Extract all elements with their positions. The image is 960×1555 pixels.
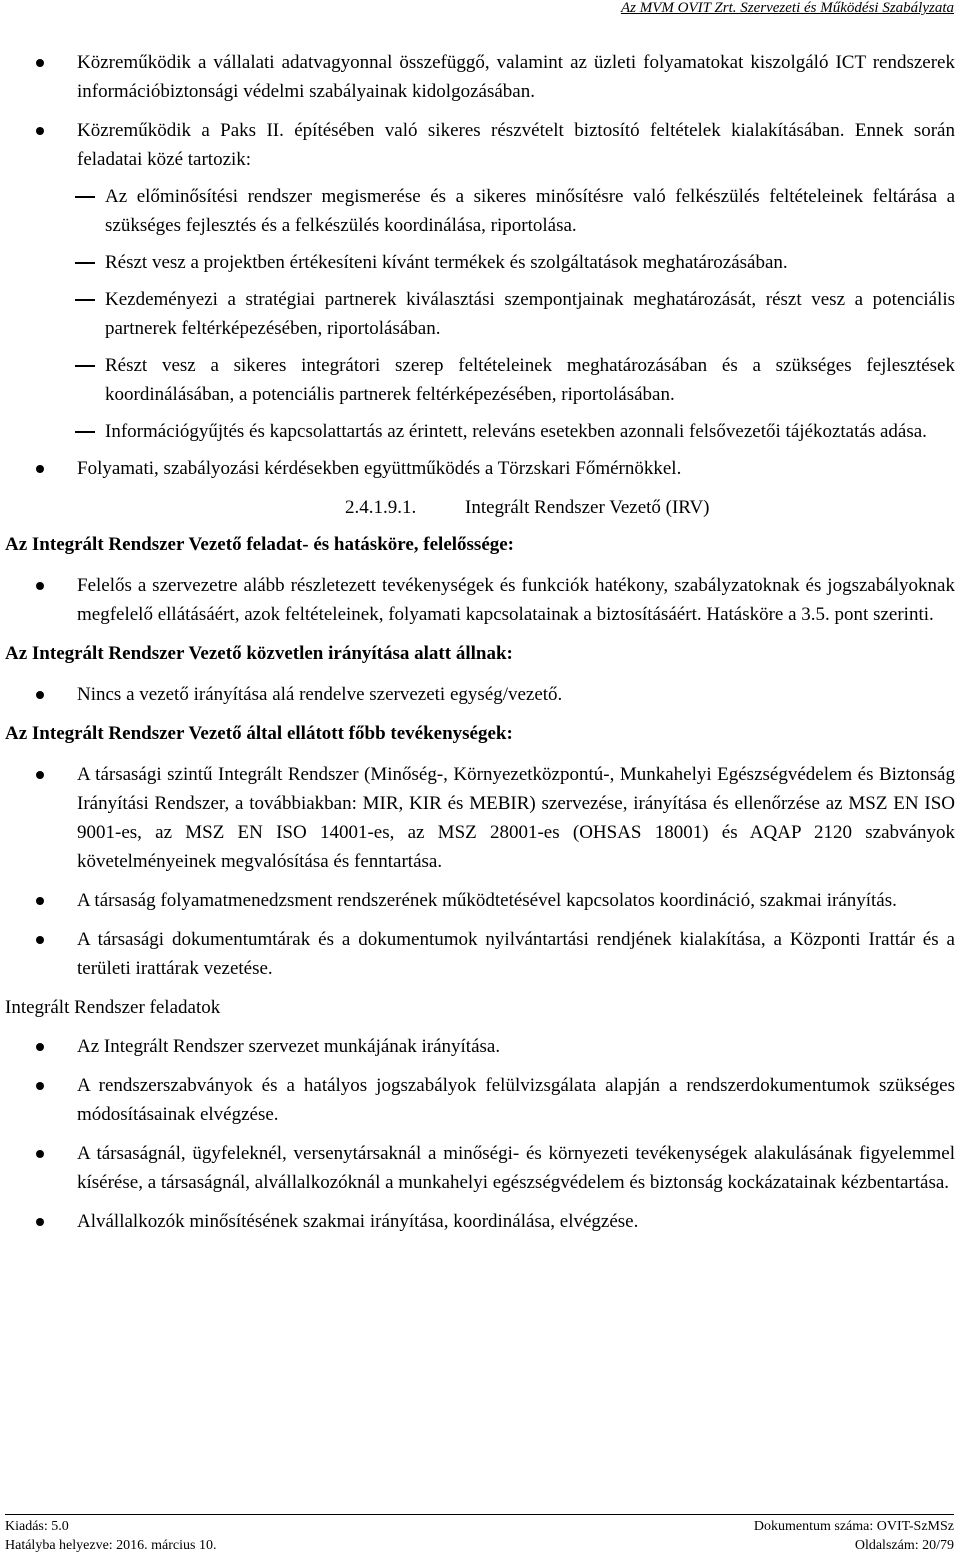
list-item-text: Közreműködik a vállalati adatvagyonnal összefüggő, valamint az üzleti folyamatokat kiszolgáló ICT rendszerek információbiztonsági védelmi szabályainak kidolgozásában. [77, 52, 955, 102]
list-item [5, 760, 955, 876]
dash-icon [75, 365, 95, 367]
heading-system-tasks: Integrált Rendszer feladatok [5, 997, 221, 1018]
dash-icon [75, 262, 95, 264]
bullet-icon [36, 1043, 44, 1051]
list-item-text: A társasági szintű Integrált Rendszer (Minőség-, Környezetközpontú-, Munkahelyi Egészségvédelem és Biztonság Irányítási Rendszer, a továbbiakban: MIR, KIR és MEBIR) szervezése, irányítása és ellenőrzése az MSZ EN ISO 9001-es, az MSZ EN ISO 14001-es, az MSZ 28001-es (OHSAS 18001) és AQAP 2120 szabványok követelményeinek megvalósítása és fenntartása. [77, 764, 955, 872]
dash-item-text: Részt vesz a projektben értékesíteni kívánt termékek és szolgáltatások meghatározásában. [105, 252, 788, 273]
list-item-text: A társasági dokumentumtárak és a dokumentumok nyilvántartási rendjének kialakítása, a Központi Irattár és a területi irattárak vezetése. [77, 929, 955, 979]
list-item [5, 1032, 955, 1061]
list-item-text: Az Integrált Rendszer szervezet munkájának irányítása. [77, 1036, 501, 1057]
list-item-text: Nincs a vezető irányítása alá rendelve szervezeti egység/vezető. [77, 684, 563, 705]
list-item [5, 1139, 955, 1197]
dash-item-text: Az előminősítési rendszer megismerése és a sikeres minősítésre való felkészülés feltételeinek feltárása a szükséges fejlesztés és a felkészülés koordinálása, riportolása. [105, 186, 955, 236]
bullet-icon [36, 1218, 44, 1226]
list-item-text: A társaságnál, ügyfeleknél, versenytársaknál a minőségi- és környezeti tevékenységek alakulásának figyelemmel kísérése, a társaságnál, alvállalkozóknál a munkahelyi egészségvédelem és biztonság kockázatainak kézbentartása. [77, 1143, 955, 1193]
footer-issue: Kiadás: 5.0 [5, 1519, 69, 1534]
dash-item [5, 285, 955, 343]
bullet-icon [36, 1082, 44, 1090]
list-item [5, 925, 955, 983]
list-item [5, 1071, 955, 1129]
list-item [5, 886, 955, 915]
dash-item [5, 182, 955, 240]
dash-item [5, 248, 955, 277]
bullet-icon [36, 936, 44, 944]
dash-item [5, 351, 955, 409]
dash-item [5, 417, 955, 446]
footer-page-number: Oldalszám: 20/79 [854, 1538, 954, 1553]
list-item-text: A rendszerszabványok és a hatályos jogszabályok felülvizsgálata alapján a rendszerdokumentumok szükséges módosításainak elvégzése. [77, 1075, 955, 1125]
section-number: 2.4.1.9.1. [345, 497, 417, 518]
dash-icon [75, 299, 95, 301]
bullet-icon [36, 582, 44, 590]
list-item [5, 680, 955, 709]
list-item-text: A társaság folyamatmenedzsment rendszerének működtetésével kapcsolatos koordináció, szakmai irányítás. [77, 890, 897, 911]
dash-item-text: Információgyűjtés és kapcsolattartás az érintett, releváns esetekben azonnali felsővezetői tájékoztatás adása. [105, 421, 927, 442]
heading-responsibilities: Az Integrált Rendszer Vezető feladat- és hatásköre, felelőssége: [5, 534, 515, 555]
heading-activities: Az Integrált Rendszer Vezető által ellátott főbb tevékenységek: [5, 723, 513, 744]
list-item-text: Közreműködik a Paks II. építésében való sikeres részvételt biztosító feltételek kialakításában. Ennek során feladatai közé tartozik: [77, 120, 955, 170]
list-item [5, 571, 955, 629]
footer-effective-date: Hatályba helyezve: 2016. március 10. [5, 1538, 217, 1553]
list-item [5, 48, 955, 106]
bullet-icon [36, 465, 44, 473]
list-item-text: Folyamati, szabályozási kérdésekben együttműködés a Törzskari Főmérnökkel. [77, 458, 682, 479]
page-header: Az MVM OVIT Zrt. Szervezeti és Működési Szabályzata [620, 0, 954, 16]
section-title-text: Integrált Rendszer Vezető (IRV) [465, 497, 710, 518]
section-title [5, 493, 955, 522]
bullet-icon [36, 691, 44, 699]
dash-item-text: Kezdeményezi a stratégiai partnerek kiválasztási szempontjainak meghatározását, részt vesz a potenciális partnerek feltérképezésében, riportolásában. [105, 289, 955, 339]
list-item-text: Felelős a szervezetre alább részletezett tevékenységek és funkciók hatékony, szabályzatoknak és jogszabályoknak megfelelő ellátásáért, azok feltételeinek, folyamati kapcsolatainak a biztosításáért. Hatásköre a 3.5. pont szerinti. [77, 575, 955, 625]
list-item [5, 116, 955, 174]
page-content [5, 48, 955, 1246]
page-footer [5, 1514, 954, 1555]
dash-icon [75, 196, 95, 198]
dash-icon [75, 431, 95, 433]
dash-item-text: Részt vesz a sikeres integrátori szerep feltételeinek meghatározásában és a szükséges fejlesztések koordinálásában, a potenciális partnerek feltérképezésében, riportolásában. [105, 355, 955, 405]
heading-subordinates: Az Integrált Rendszer Vezető közvetlen irányítása alatt állnak: [5, 643, 513, 664]
footer-doc-number: Dokumentum száma: OVIT-SzMSz [753, 1519, 954, 1534]
bullet-icon [36, 59, 44, 67]
list-item [5, 1207, 955, 1236]
list-item-text: Alvállalkozók minősítésének szakmai irányítása, koordinálása, elvégzése. [77, 1211, 639, 1232]
bullet-icon [36, 127, 44, 135]
bullet-icon [36, 1150, 44, 1158]
bullet-icon [36, 771, 44, 779]
list-item [5, 454, 955, 483]
bullet-icon [36, 897, 44, 905]
